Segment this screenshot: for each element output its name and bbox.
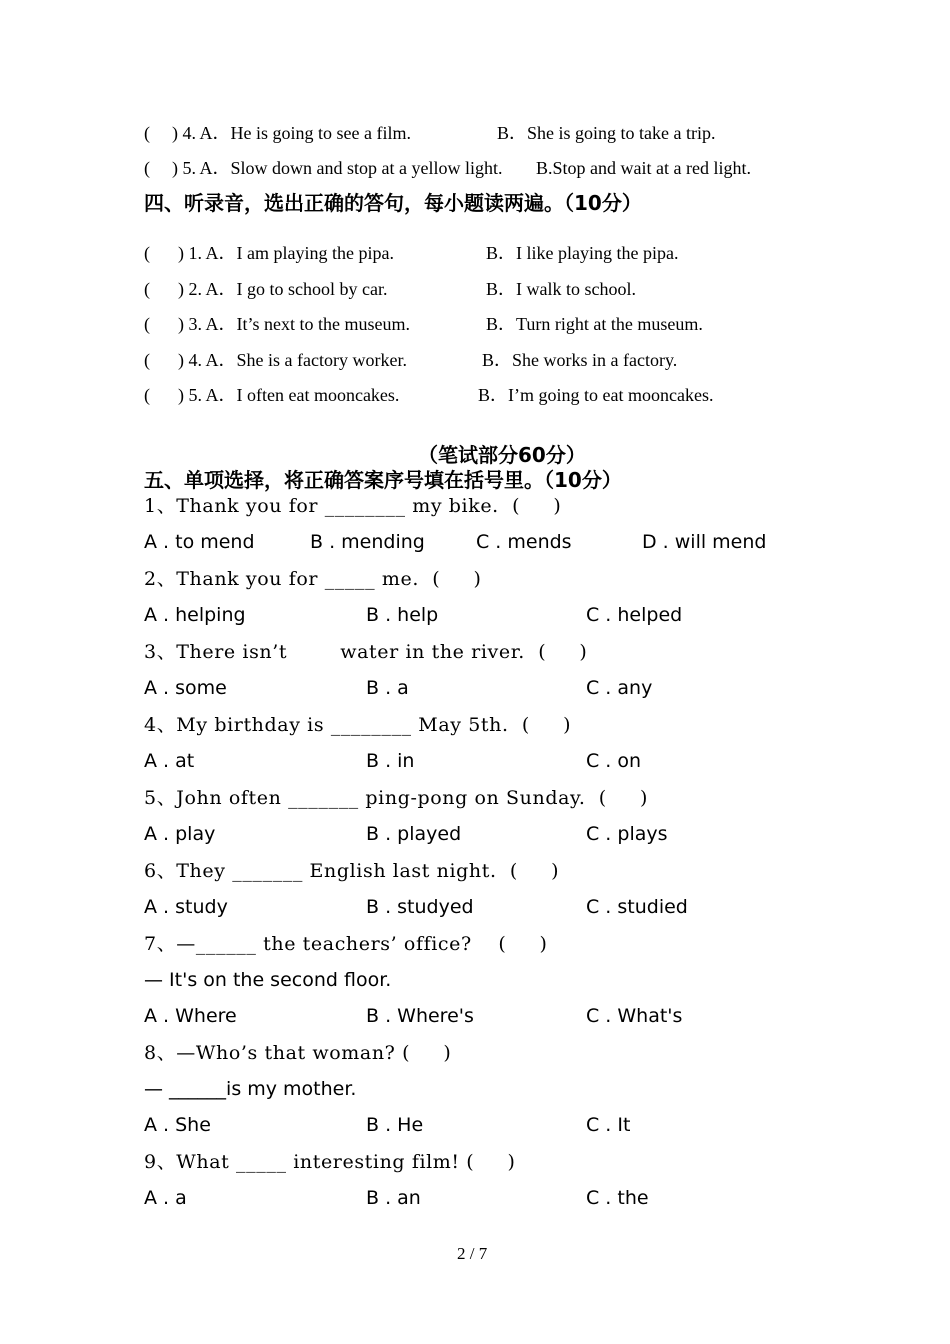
option-b: B．Turn right at the museum. [486,314,703,334]
option-b[interactable]: B . played [366,823,462,845]
option-a[interactable]: A . study [144,896,228,918]
option-a[interactable]: A . helping [144,604,246,626]
written-part-title: （笔试部分60分） [418,443,586,467]
option-b[interactable]: B . mending [310,531,425,553]
option-a: ) 5. A．Slow down and stop at a yellow light. [172,158,503,178]
section4-title: 四、听录音，选出正确的答句，每小题读两遍。（10分） [144,191,642,215]
option-c[interactable]: C . It [586,1114,631,1136]
question-8-reply: — ______is my mother. [144,1078,357,1100]
option-b[interactable]: B . studyed [366,896,474,918]
option-a[interactable]: A . at [144,750,195,772]
option-a: ) 3. A．It’s next to the museum. [178,314,410,334]
option-a[interactable]: A . play [144,823,216,845]
option-b[interactable]: B . a [366,677,409,699]
option-a[interactable]: A . a [144,1187,187,1209]
option-a[interactable]: A . Where [144,1005,237,1027]
option-a: ) 4. A．He is going to see a film. [172,123,411,143]
option-b[interactable]: B . Where's [366,1005,474,1027]
answer-bracket[interactable]: ( [144,243,150,263]
option-b: B.Stop and wait at a red light. [536,158,751,178]
option-a: ) 5. A．I often eat mooncakes. [178,385,400,405]
option-c[interactable]: C . on [586,750,642,772]
option-b: B．I walk to school. [486,279,636,299]
option-a[interactable]: A . to mend [144,531,255,553]
option-d[interactable]: D . will mend [642,531,767,553]
option-b: B．She works in a factory. [482,350,678,370]
option-a: ) 4. A．She is a factory worker. [178,350,407,370]
option-c[interactable]: C . studied [586,896,688,918]
option-b[interactable]: B . He [366,1114,424,1136]
option-c[interactable]: C . mends [476,531,572,553]
option-c[interactable]: C . helped [586,604,683,626]
option-b[interactable]: B . an [366,1187,421,1209]
answer-bracket[interactable]: ( [144,385,150,405]
question-8: 8、—Who’s that woman? ( ) [144,1042,452,1064]
question-4: 4、My birthday is ________ May 5th. ( ) [144,714,572,736]
option-c[interactable]: C . the [586,1187,649,1209]
answer-bracket[interactable]: ( [144,314,150,334]
option-b: B．I’m going to eat mooncakes. [478,385,714,405]
option-b[interactable]: B . help [366,604,439,626]
answer-bracket[interactable]: ( [144,158,150,178]
option-b[interactable]: B . in [366,750,415,772]
answer-bracket[interactable]: ( [144,123,150,143]
question-7: 7、—______ the teachers’ office? ( ) [144,933,548,955]
page-number: 2 / 7 [457,1244,488,1263]
section5-title: 五、单项选择，将正确答案序号填在括号里。（10分） [144,468,622,492]
question-9: 9、What _____ interesting film! ( ) [144,1151,516,1173]
question-1: 1、Thank you for ________ my bike. ( ) [144,495,562,517]
option-a[interactable]: A . some [144,677,227,699]
option-a: ) 2. A．I go to school by car. [178,279,388,299]
answer-bracket[interactable]: ( [144,279,150,299]
option-a[interactable]: A . She [144,1114,211,1136]
option-b: B．I like playing the pipa. [486,243,679,263]
option-c[interactable]: C . plays [586,823,668,845]
option-c[interactable]: C . any [586,677,653,699]
question-5: 5、John often _______ ping-pong on Sunday. ( ) [144,787,648,809]
option-c[interactable]: C . What's [586,1005,683,1027]
question-7-reply: — It's on the second floor. [144,969,392,991]
question-6: 6、They _______ English last night. ( ) [144,860,560,882]
question-2: 2、Thank you for _____ me. ( ) [144,568,482,590]
option-b: B．She is going to take a trip. [497,123,716,143]
answer-bracket[interactable]: ( [144,350,150,370]
question-3: 3、There isn’t water in the river. ( ) [144,641,588,663]
option-a: ) 1. A．I am playing the pipa. [178,243,394,263]
